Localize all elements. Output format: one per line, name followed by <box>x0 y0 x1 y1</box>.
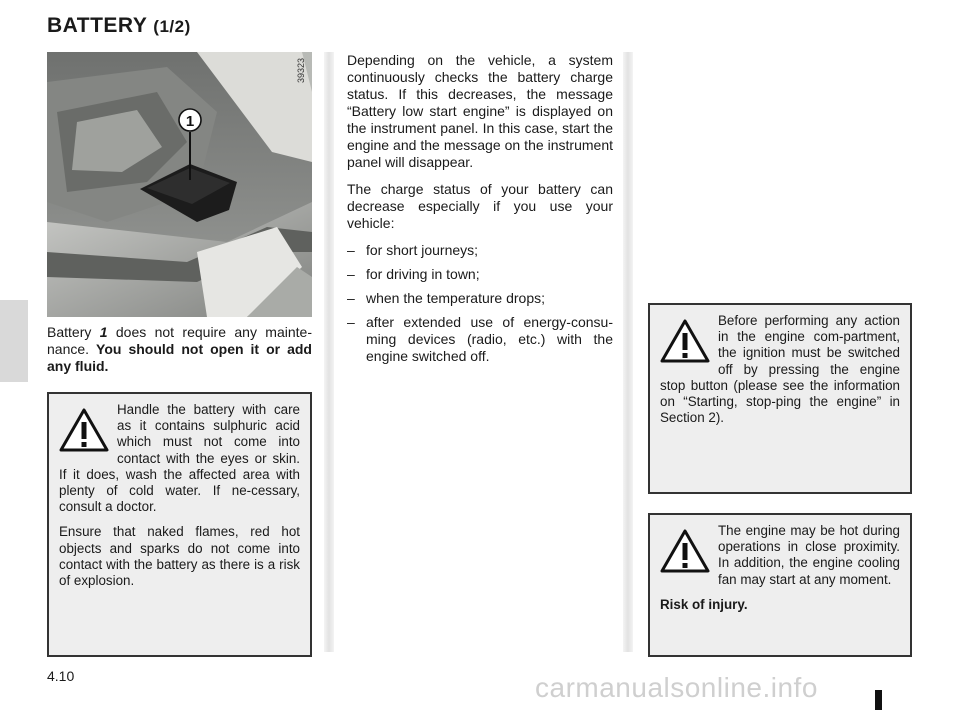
paragraph: Depending on the vehicle, a system continuously checks the battery charge status. If this decreases, the message “Battery low start engine” is displayed on the instrument panel. In this case, start the engine and the message on the instrument panel will disappear. <box>347 52 613 170</box>
list-item <box>347 242 613 259</box>
list-dash: – <box>347 290 355 306</box>
title-subtitle: (1/2) <box>153 17 191 36</box>
warning-paragraph: Before performing any action in the engine com-partment, the ignition must be switched off by pressing the engine stop button (please see the information on “Starting, stop-ping the engine” in Section 2). <box>660 313 900 426</box>
warning-paragraph: The engine may be hot during operations in close proximity. In addition, the engine cooling fan may start at any moment. <box>718 523 900 587</box>
list-item-text: when the temperature drops; <box>366 290 545 306</box>
watermark: carmanualsonline.info <box>535 672 818 703</box>
list-item-text: for driving in town; <box>366 266 480 282</box>
column-divider <box>623 52 633 652</box>
list-item-text: for short journeys; <box>366 242 479 258</box>
caption-bold: You should not open it or add any fluid. <box>47 341 312 374</box>
warning-box-hot-engine <box>648 513 912 657</box>
warning-paragraph: Ensure that naked flames, red hot objects and sparks do not come into contact with the battery as there is a risk of explosion. <box>59 524 300 589</box>
column-divider <box>324 52 334 652</box>
list-item-text: after extended use of energy-consu-ming devices (radio, etc.) with the engine switched off. <box>366 314 613 364</box>
warning-box-battery <box>47 392 312 657</box>
warning-box-ignition <box>648 303 912 494</box>
engine-compartment-photo <box>47 52 312 317</box>
section-tab <box>0 300 28 382</box>
figure-caption <box>47 324 312 375</box>
title-main: BATTERY <box>47 14 147 37</box>
engine-illustration <box>47 52 312 317</box>
list-item <box>347 266 613 283</box>
page-title <box>47 14 191 38</box>
paragraph: The charge status of your battery can decrease especially if you use your vehicle: <box>347 181 613 231</box>
page-number: 4.10 <box>47 668 75 684</box>
list-item <box>347 314 613 365</box>
caption-pre: Battery <box>47 324 100 340</box>
caption-mid: does not require any mainte-nance. <box>47 324 312 357</box>
list-dash: – <box>347 266 355 282</box>
figure-reference: 39323 <box>296 58 306 84</box>
warning-triangle-icon <box>660 529 710 573</box>
corner-mark <box>875 690 882 710</box>
conditions-list <box>347 242 613 365</box>
warning-emphasis: Risk of injury. <box>660 596 748 612</box>
list-dash: – <box>347 242 355 258</box>
callout-number: 1 <box>185 113 195 130</box>
warning-paragraph: Handle the battery with care as it contains sulphuric acid which must not come into contact with the eyes or skin. If it does, wash the affected area with plenty of cold water. If ne-cessary, consult a doctor. <box>59 402 300 515</box>
list-item <box>347 290 613 307</box>
warning-triangle-icon <box>660 319 710 363</box>
caption-item: 1 <box>99 324 108 340</box>
warning-triangle-icon <box>59 408 109 452</box>
main-column <box>347 52 613 372</box>
list-dash: – <box>347 314 355 330</box>
